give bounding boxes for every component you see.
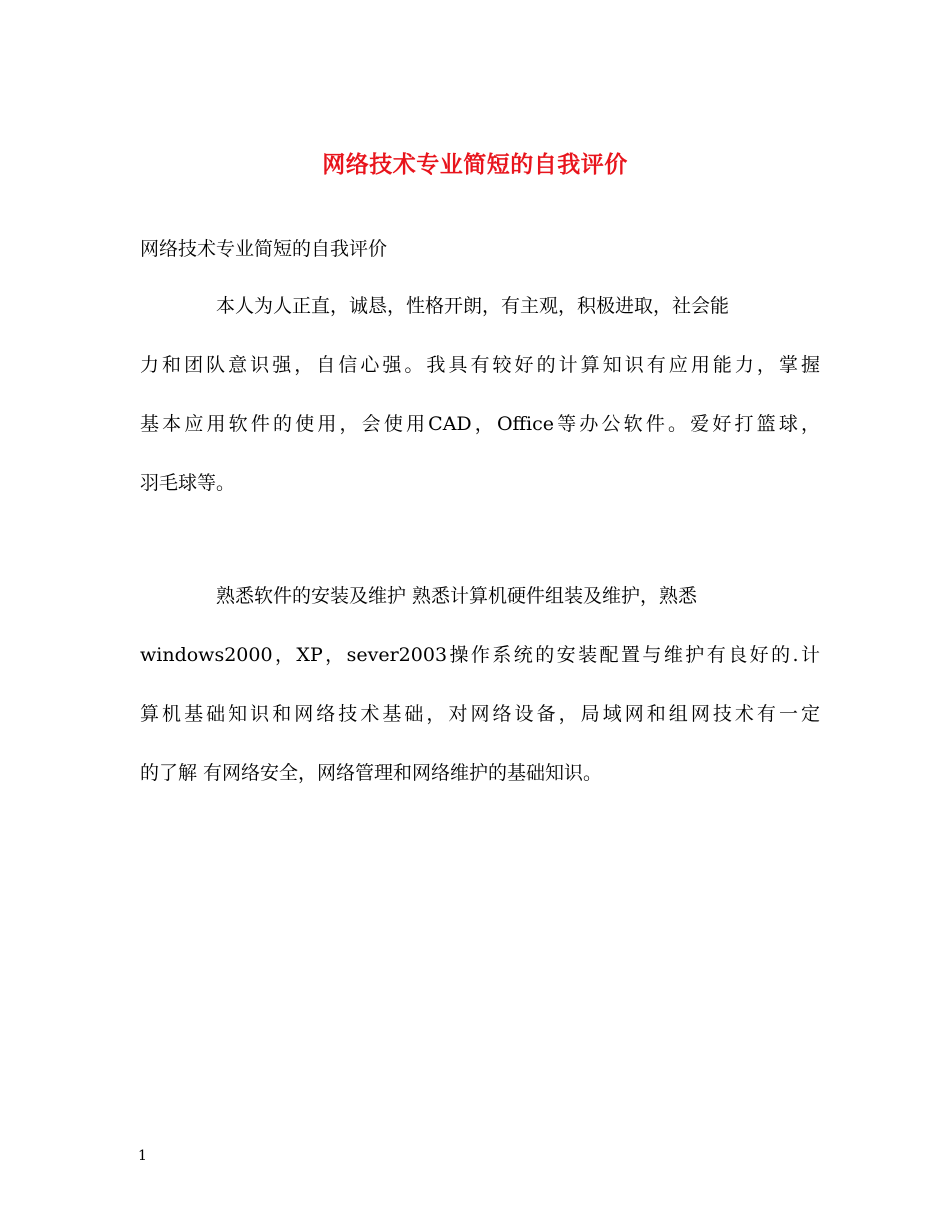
paragraph-skills (140, 567, 820, 803)
paragraph-line: 的了解 有网络安全，网络管理和网络维护的基础知识。 (140, 762, 603, 784)
paragraph-line-text: 本人为人正直，诚恳，性格开朗，有主观，积极进取，社会能 (216, 295, 730, 317)
paragraph-line: 力和团队意识强，自信心强。我具有较好的计算知识有应用能力，掌握 (140, 354, 820, 376)
document-subtitle: 网络技术专业简短的自我评价 (140, 238, 388, 260)
paragraph-line (140, 277, 820, 336)
paragraph-line: windows2000，XP，sever2003操作系统的安装配置与维护有良好的.计 (140, 644, 820, 666)
document-title: 网络技术专业简短的自我评价 (322, 151, 628, 178)
paragraph-line (140, 567, 820, 626)
paragraph-line: 基本应用软件的使用，会使用CAD，Office等办公软件。爱好打篮球， (140, 413, 820, 435)
paragraph-line: 算机基础知识和网络技术基础，对网络设备，局域网和组网技术有一定 (140, 703, 820, 725)
paragraph-line: 羽毛球等。 (140, 472, 236, 494)
page-number: 1 (138, 1148, 147, 1164)
paragraph-line-text: 熟悉软件的安装及维护 熟悉计算机硬件组装及维护，熟悉 (216, 585, 698, 607)
paragraph-self-assessment (140, 277, 820, 513)
